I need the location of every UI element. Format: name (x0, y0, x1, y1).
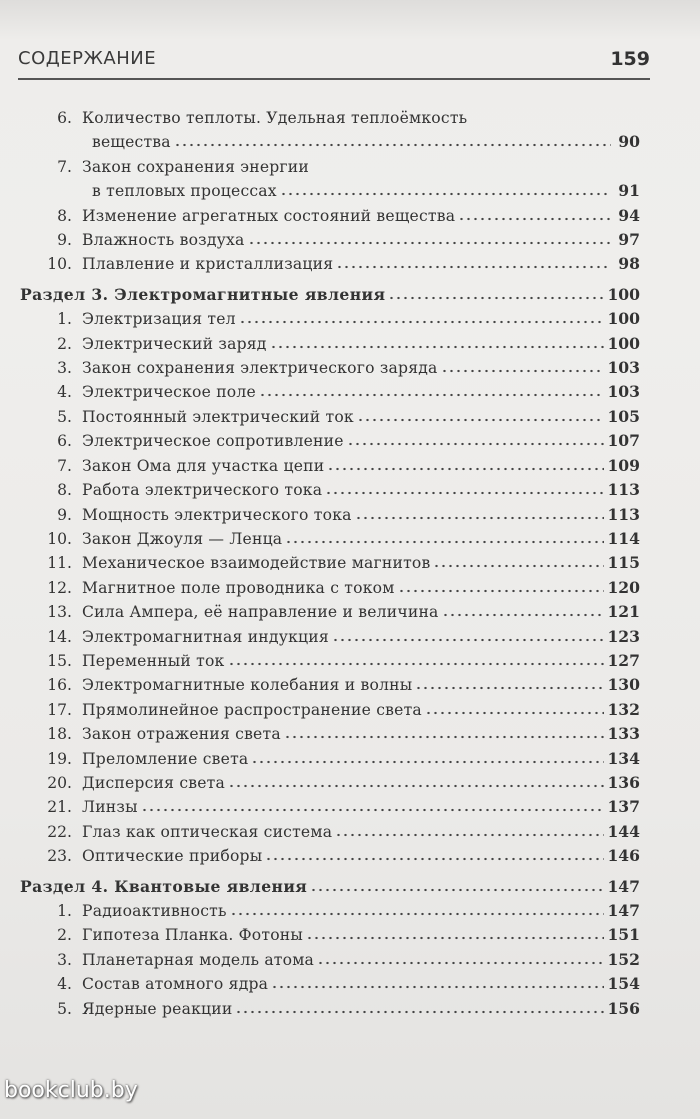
leader-dots (347, 442, 605, 446)
leader-dots (270, 345, 605, 349)
toc-entry (20, 899, 640, 923)
entry-number: 2. (57, 334, 72, 353)
section-heading (20, 875, 640, 899)
toc-entry (20, 405, 640, 429)
entry-number: 21. (47, 798, 72, 817)
entry-page: 130 (607, 675, 640, 695)
leader-dots (251, 760, 604, 764)
leader-dots (332, 638, 605, 642)
entry-number: 1. (57, 902, 72, 920)
entry-number: 7. (57, 157, 72, 176)
entry-page: 97 (618, 230, 640, 250)
section-heading (20, 283, 640, 307)
toc-entry (20, 997, 640, 1021)
leader-dots (388, 296, 604, 300)
entry-number: 11. (47, 554, 72, 573)
entry-title-cont: в тепловых процессах (92, 182, 277, 201)
entry-number: 22. (47, 822, 72, 841)
leader-dots (425, 711, 605, 715)
entry-number: 5. (57, 999, 72, 1018)
toc-entry (20, 844, 640, 868)
entry-number: 10. (47, 529, 72, 548)
entry-title: Электрический заряд (82, 334, 267, 353)
entry-title: Электрическое поле (82, 383, 256, 402)
entry-page: 91 (618, 181, 640, 201)
entry-page: 123 (607, 626, 640, 646)
entry-page: 154 (607, 974, 640, 994)
section-page: 147 (607, 876, 640, 896)
entry-page: 120 (607, 577, 640, 597)
leader-dots (310, 888, 604, 892)
entry-number: 9. (57, 231, 72, 250)
entry-number: 4. (57, 383, 72, 402)
entry-number: 20. (47, 773, 72, 792)
entry-page: 132 (607, 699, 640, 719)
entry-number: 6. (57, 109, 72, 127)
entry-number: 16. (47, 676, 72, 695)
running-title: СОДЕРЖАНИЕ (18, 48, 157, 69)
entry-number: 12. (47, 578, 72, 597)
leader-dots (458, 217, 611, 221)
leader-dots (235, 1010, 604, 1014)
leader-dots (230, 912, 605, 916)
section-page: 100 (607, 284, 640, 304)
leader-dots (357, 418, 605, 422)
toc-entry (20, 820, 640, 844)
table-of-contents (20, 106, 640, 1021)
entry-page: 114 (607, 528, 640, 548)
leader-dots (141, 808, 605, 812)
page-number: 159 (610, 48, 650, 70)
entry-number: 3. (57, 950, 72, 969)
entry-page: 94 (618, 205, 640, 225)
entry-title: Дисперсия света (82, 773, 225, 792)
leader-dots (259, 393, 605, 397)
leader-dots (228, 662, 605, 666)
entry-page: 136 (607, 772, 640, 792)
entry-number: 6. (57, 432, 72, 451)
site-watermark: bookclub.by (4, 1078, 138, 1103)
toc-entry (20, 307, 640, 331)
entry-page: 133 (607, 724, 640, 744)
toc-entry (20, 625, 640, 649)
entry-title: Влажность воздуха (82, 231, 245, 250)
toc-entry (20, 380, 640, 404)
leader-dots (317, 961, 604, 965)
entry-number: 14. (47, 627, 72, 646)
entry-title: Электрическое сопротивление (82, 432, 344, 451)
toc-entry (20, 252, 640, 276)
leader-dots (174, 143, 611, 147)
entry-title: Оптические приборы (82, 847, 263, 866)
toc-entry (20, 722, 640, 746)
entry-title: Преломление света (82, 749, 249, 768)
entry-number: 1. (57, 310, 72, 329)
toc-entry (20, 478, 640, 502)
toc-entry (20, 106, 640, 155)
entry-title: Электризация тел (82, 310, 236, 329)
entry-number: 10. (47, 255, 72, 274)
entry-page: 151 (607, 925, 640, 945)
running-head (18, 48, 650, 80)
entry-page: 156 (607, 998, 640, 1018)
section-title: Раздел 4. Квантовые явления (20, 876, 308, 896)
entry-title: Изменение агрегатных состояний вещества (82, 206, 456, 225)
toc-entry (20, 155, 640, 204)
leader-dots (306, 936, 604, 940)
entry-title: Глаз как оптическая система (82, 822, 333, 841)
entry-title: Электромагнитная индукция (82, 627, 329, 646)
entry-page: 100 (607, 333, 640, 353)
entry-title: Закон отражения света (82, 725, 281, 744)
toc-entry (20, 771, 640, 795)
entry-page: 134 (607, 748, 640, 768)
entry-page: 109 (607, 455, 640, 475)
entry-number: 19. (47, 749, 72, 768)
section-title: Раздел 3. Электромагнитные явления (20, 284, 386, 304)
entry-number: 8. (57, 481, 72, 500)
entry-number: 13. (47, 603, 72, 622)
entry-title: Переменный ток (82, 651, 225, 670)
toc-entry (20, 600, 640, 624)
toc-entry (20, 747, 640, 771)
leader-dots (248, 241, 611, 245)
entry-number: 23. (47, 847, 72, 866)
entry-number: 8. (57, 206, 72, 225)
toc-entry (20, 972, 640, 996)
toc-entry (20, 576, 640, 600)
toc-entry (20, 527, 640, 551)
entry-page: 113 (607, 504, 640, 524)
entry-number: 7. (57, 456, 72, 475)
toc-entry (20, 228, 640, 252)
leader-dots (415, 686, 604, 690)
entry-title: Ядерные реакции (82, 999, 233, 1018)
entry-page: 90 (618, 132, 640, 152)
leader-dots (271, 985, 604, 989)
entry-title: Количество теплоты. Удельная теплоёмкость (82, 109, 468, 127)
entry-number: 2. (57, 926, 72, 945)
toc-entry (20, 332, 640, 356)
toc-entry (20, 923, 640, 947)
leader-dots (325, 491, 604, 495)
entry-page: 113 (607, 480, 640, 500)
leader-dots (433, 564, 604, 568)
entry-page: 103 (607, 358, 640, 378)
entry-title: Закон Джоуля — Ленца (82, 529, 283, 548)
toc-entry (20, 454, 640, 478)
leader-dots (355, 516, 605, 520)
leader-dots (441, 369, 605, 373)
entry-number: 3. (57, 359, 72, 378)
entry-title: Гипотеза Планка. Фотоны (82, 926, 304, 945)
entry-title: Состав атомного ядра (82, 975, 269, 994)
entry-title: Плавление и кристаллизация (82, 255, 334, 274)
entry-number: 4. (57, 975, 72, 994)
entry-title: Радиоактивность (82, 902, 227, 920)
entry-page: 144 (607, 821, 640, 841)
entry-title: Закон Ома для участка цепи (82, 456, 325, 475)
entry-title: Постоянный электрический ток (82, 407, 354, 426)
entry-title-cont: вещества (92, 133, 171, 152)
entry-number: 5. (57, 407, 72, 426)
section-4-entries (20, 899, 640, 1021)
toc-entry (20, 948, 640, 972)
entry-title: Мощность электрического тока (82, 505, 352, 524)
leader-dots (239, 320, 605, 324)
entry-page: 137 (607, 797, 640, 817)
entry-page: 146 (607, 846, 640, 866)
toc-entry (20, 356, 640, 380)
leader-dots (336, 265, 611, 269)
entry-title: Механическое взаимодействие магнитов (82, 554, 431, 573)
leader-dots (335, 833, 604, 837)
toc-entry (20, 503, 640, 527)
toc-entry (20, 673, 640, 697)
entry-title: Электромагнитные колебания и волны (82, 676, 413, 695)
entry-page: 100 (607, 309, 640, 329)
entry-number: 15. (47, 651, 72, 670)
toc-entry (20, 429, 640, 453)
leader-dots (284, 735, 605, 739)
entry-title: Работа электрического тока (82, 481, 323, 500)
leader-dots (442, 613, 605, 617)
entry-title: Линзы (82, 798, 138, 817)
entry-number: 9. (57, 505, 72, 524)
entry-title: Планетарная модель атома (82, 950, 315, 969)
toc-entry (20, 649, 640, 673)
entry-page: 147 (607, 901, 640, 920)
entry-title: Прямолинейное распространение света (82, 700, 422, 719)
entry-number: 17. (47, 700, 72, 719)
entry-title: Закон сохранения электрического заряда (82, 359, 438, 378)
toc-entry (20, 698, 640, 722)
entry-page: 103 (607, 382, 640, 402)
entry-page: 98 (618, 254, 640, 274)
section-3-entries (20, 307, 640, 868)
entry-page: 127 (607, 650, 640, 670)
leader-dots (285, 540, 604, 544)
entry-page: 115 (607, 553, 640, 573)
entry-title: Магнитное поле проводника с током (82, 578, 395, 597)
toc-entry (20, 551, 640, 575)
leader-dots (228, 784, 604, 788)
entry-page: 121 (607, 602, 640, 622)
leader-dots (327, 467, 604, 471)
entry-page: 107 (607, 431, 640, 451)
entry-page: 152 (607, 949, 640, 969)
leader-dots (265, 857, 604, 861)
leader-dots (398, 589, 605, 593)
toc-entry (20, 795, 640, 819)
entry-page: 105 (607, 406, 640, 426)
toc-entry (20, 204, 640, 228)
entry-number: 18. (47, 725, 72, 744)
entry-title: Закон сохранения энергии (82, 157, 309, 176)
leader-dots (280, 192, 611, 196)
entry-title: Сила Ампера, её направление и величина (82, 603, 439, 622)
